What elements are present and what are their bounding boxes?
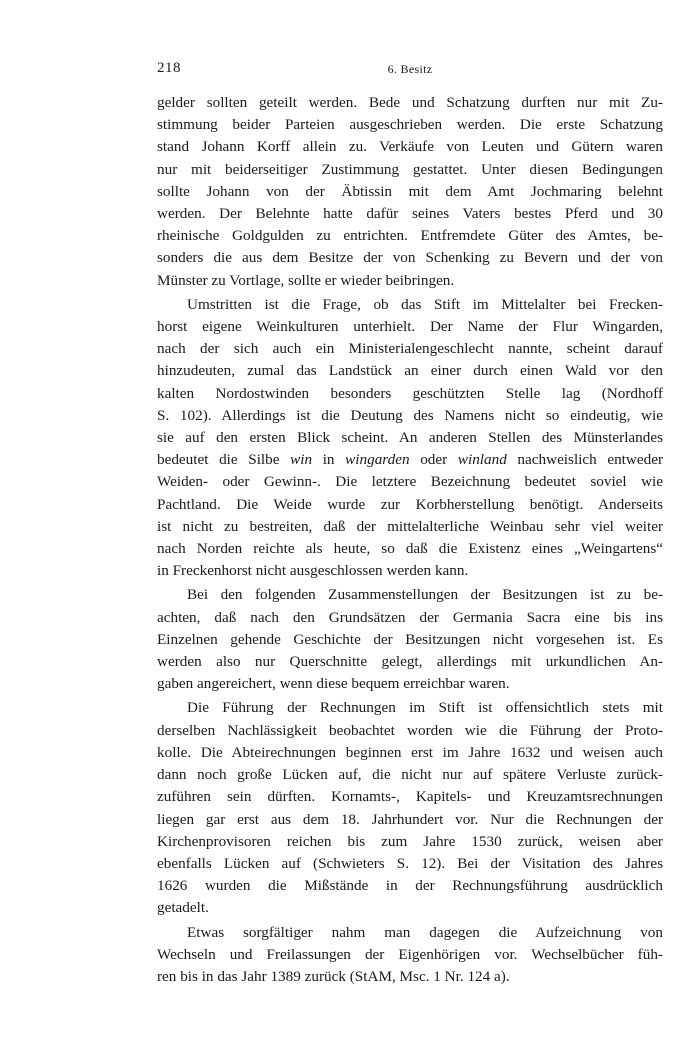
text-line: dann noch große Lücken auf, die nicht nur auf spätere Verluste zurück- (157, 766, 663, 784)
text-line: derselben Nachlässigkeit beobachtet worden wie die Führung der Proto- (157, 721, 663, 739)
text-line: getadelt. (157, 899, 209, 917)
paragraph (157, 922, 663, 989)
text-line: horst eigene Weinkulturen unterhielt. Der Name der Flur Wingarden, (157, 318, 663, 336)
paragraph (157, 294, 663, 583)
text-line: rheinische Goldgulden zu entrichten. Entfremdete Güter des Amtes, be- (157, 227, 663, 245)
text-line: sie auf den ersten Blick scheint. An anderen Stellen des Münsterlandes (157, 429, 663, 447)
text-line: kalten Nordostwinden besonders geschützten Stelle lag (Nordhoff (157, 384, 663, 402)
text-line: gelder sollten geteilt werden. Bede und Schatzung durften nur mit Zu- (157, 94, 663, 111)
text-line: sonders die aus dem Besitze der von Schenking zu Bevern und der von (157, 249, 663, 267)
text-line: Die Führung der Rechnungen im Stift ist offensichtlich stets mit (187, 699, 663, 717)
text-line: liegen gar erst aus dem 18. Jahrhundert vor. Nur die Rechnungen der (157, 810, 663, 828)
text-line: hinzudeuten, zumal das Landstück an einer durch einen Wald vor den (157, 362, 663, 380)
text-line: S. 102). Allerdings ist die Deutung des Namens nicht so eindeutig, wie (157, 406, 663, 424)
text-line: achten, daß nach den Grundsätzen der Germania Sacra eine bis ins (157, 608, 663, 626)
text-line: gaben angereichert, wenn diese bequem erreichbar waren. (157, 675, 510, 693)
text-line: Pachtland. Die Weide wurde zur Korbherstellung benötigt. Anderseits (157, 495, 663, 513)
text-line: kolle. Die Abteirechnungen beginnen erst im Jahre 1632 und weisen auch (157, 743, 663, 761)
paragraph (157, 584, 663, 695)
text-line: in Freckenhorst nicht ausgeschlossen werden kann. (157, 562, 469, 580)
text-line: Kirchenprovisoren reichen bis zum Jahre 1530 zurück, weisen aber (157, 832, 663, 850)
paragraph (157, 92, 663, 292)
text-line: Münster zu Vortlage, sollte er wieder beibringen. (157, 271, 455, 289)
page-header (157, 60, 663, 82)
text-line: sollte Johann von der Äbtissin mit dem Amt Jochmaring belehnt (157, 182, 663, 200)
text-line: Etwas sorgfältiger nahm man dagegen die Aufzeichnung von (187, 923, 663, 941)
text-line: stand Johann Korff allein zu. Verkäufe von Leuten und Gütern waren (157, 138, 663, 156)
text-line: zuführen sein dürften. Kornamts-, Kapitels- und Kreuzamtsrechnungen (157, 788, 663, 806)
text-line: Einzelnen gehende Geschichte der Besitzungen nicht vorgesehen ist. Es (157, 630, 663, 648)
running-head: 6. Besitz (387, 62, 433, 76)
text-line: bedeutet die Silbe win in wingarden oder winland nachweislich entweder (157, 451, 664, 469)
text-line: nur mit beiderseitiger Zustimmung gestattet. Unter diesen Bedingungen (157, 160, 663, 178)
text-line: 1626 wurden die Mißstände in der Rechnungsführung ausdrücklich (157, 877, 663, 895)
text-line: ren bis in das Jahr 1389 zurück (StAM, Msc. 1 Nr. 124 a). (157, 967, 510, 985)
paragraph (157, 697, 663, 919)
text-line: nach der sich auch ein Ministerialengeschlecht nannte, scheint darauf (157, 340, 663, 358)
text-line: nach Norden reichte als heute, so daß die Existenz eines „Weingartens“ (157, 540, 663, 558)
body-text (157, 92, 663, 988)
page-number: 218 (157, 60, 181, 76)
text-line: werden. Der Belehnte hatte dafür seines Vaters bestes Pferd und 30 (157, 205, 663, 223)
text-line: Weiden- oder Gewinn-. Die letztere Bezeichnung bedeutet soviel wie (157, 473, 663, 491)
text-line: Wechseln und Freilassungen der Eigenhörigen vor. Wechselbücher füh- (157, 945, 663, 963)
text-line: Bei den folgenden Zusammenstellungen der Besitzungen ist zu be- (187, 586, 663, 604)
text-line: stimmung beider Parteien ausgeschrieben werden. Die erste Schatzung (157, 116, 663, 134)
text-line: werden also nur Querschnitte gelegt, allerdings mit urkundlichen An- (157, 653, 663, 671)
text-line: ebenfalls Lücken auf (Schwieters S. 12). Bei der Visitation des Jahres (157, 854, 663, 872)
text-line: ist nicht zu bestreiten, daß der mittelalterliche Weinbau sehr viel weiter (157, 517, 663, 535)
text-line: Umstritten ist die Frage, ob das Stift im Mittelalter bei Frecken- (187, 295, 663, 313)
